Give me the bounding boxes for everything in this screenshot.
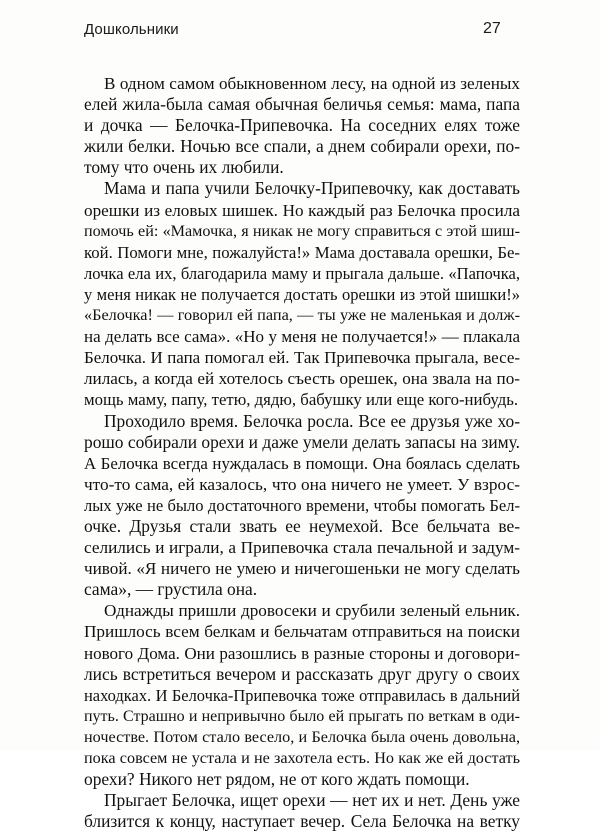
text-line: нового Дома. Они разошлись в разные стороны и договори- — [84, 643, 520, 663]
text-line: орешки из еловых шишек. Но каждый раз Белочка просила — [84, 200, 520, 220]
text-line: Проходило время. Белочка росла. Все ее друзья уже хо- — [104, 410, 520, 431]
section-title: Дошкольники — [84, 21, 179, 38]
text-line: Однажды пришли дровосеки и срубили зеленый ельник. — [104, 601, 520, 621]
text-line: пока совсем не устала и не захотела есть. Но как же ей достать — [84, 749, 520, 767]
text-line: Прыгает Белочка, ищет орехи — нет их и нет. День уже — [104, 790, 520, 811]
text-line: жили белки. Ночью все спали, а днем собирали орехи, по- — [84, 136, 520, 157]
text-line: на делать все сама». «Но у меня не получается!» — плакала — [84, 327, 520, 347]
text-line: В одном самом обыкновенном лесу, на одной из зеленых — [104, 74, 520, 93]
text-line: лилась, а когда ей хотелось съесть орешек, она звала на по- — [84, 369, 520, 389]
text-line: находках. И Белочка-Припевочка тоже отправилась в дальний — [84, 685, 520, 705]
text-line: у меня никак не получается достать орешки из этой шишки!» — [84, 284, 520, 304]
text-line: что-то сама, ей казалось, что она ничего не умеет. У взрос- — [84, 474, 520, 494]
text-line: Мама и папа учили Белочку-Припевочку, как доставать — [104, 178, 520, 199]
text-line: очке. Друзья стали звать ее неумехой. Все бельчата ве- — [84, 515, 520, 536]
text-line: Белочка. И папа помогал ей. Так Припевочка прыгала, весе- — [84, 348, 520, 368]
text-line: елей жила-была самая обычная беличья семья: мама, папа — [84, 94, 520, 115]
text-line: А Белочка всегда нуждалась в помощи. Она боялась сделать — [84, 453, 520, 473]
text-line: сама», — грустила она. — [84, 579, 258, 600]
text-line: рошо собирали орехи и даже умели делать запасы на зиму. — [84, 431, 520, 452]
text-line: кой. Помоги мне, пожалуйста!» Мама доставала орешки, Бе- — [84, 242, 520, 262]
text-line: Пришлось всем белкам и бельчатам отправиться на поиски — [84, 622, 520, 642]
text-line: лись встретиться вечером и рассказать друг другу о своих — [84, 663, 520, 684]
story-text — [84, 73, 520, 832]
text-line: тому что очень их любили. — [84, 157, 284, 178]
text-line: близится к концу, наступает вечер. Села Белочка на ветку — [84, 811, 520, 832]
text-line: орехи? Никого нет рядом, не от кого ждать помощи. — [84, 769, 470, 790]
text-line: селились и играли, а Припевочка стала печальной и задум- — [84, 538, 520, 558]
page-number: 27 — [483, 20, 501, 37]
text-line: чивой. «Я ничего не умею и ничегошеньки не могу сделать — [84, 559, 520, 579]
text-line: ночестве. Потом стало весело, и Белочка была очень довольна, — [84, 727, 520, 746]
text-line: помочь ей: «Мамочка, я никак не могу справиться с этой шиш- — [84, 222, 520, 240]
text-line: путь. Страшно и непривычно было ей прыгать по веткам в оди- — [84, 707, 520, 725]
text-line: мощь маму, папу, тетю, дядю, бабушку или еще кого-нибудь. — [84, 390, 519, 410]
text-line: «Белочка! — говорил ей папа, — ты уже не маленькая и долж- — [84, 306, 520, 325]
text-line: лочка ела их, благодарила маму и прыгала дальше. «Папочка, — [84, 263, 520, 283]
text-line: и дочка — Белочка-Припевочка. На соседних елях тоже — [84, 115, 520, 136]
text-line: лых уже не было достаточного времени, чтобы помогать Бел- — [84, 495, 520, 515]
